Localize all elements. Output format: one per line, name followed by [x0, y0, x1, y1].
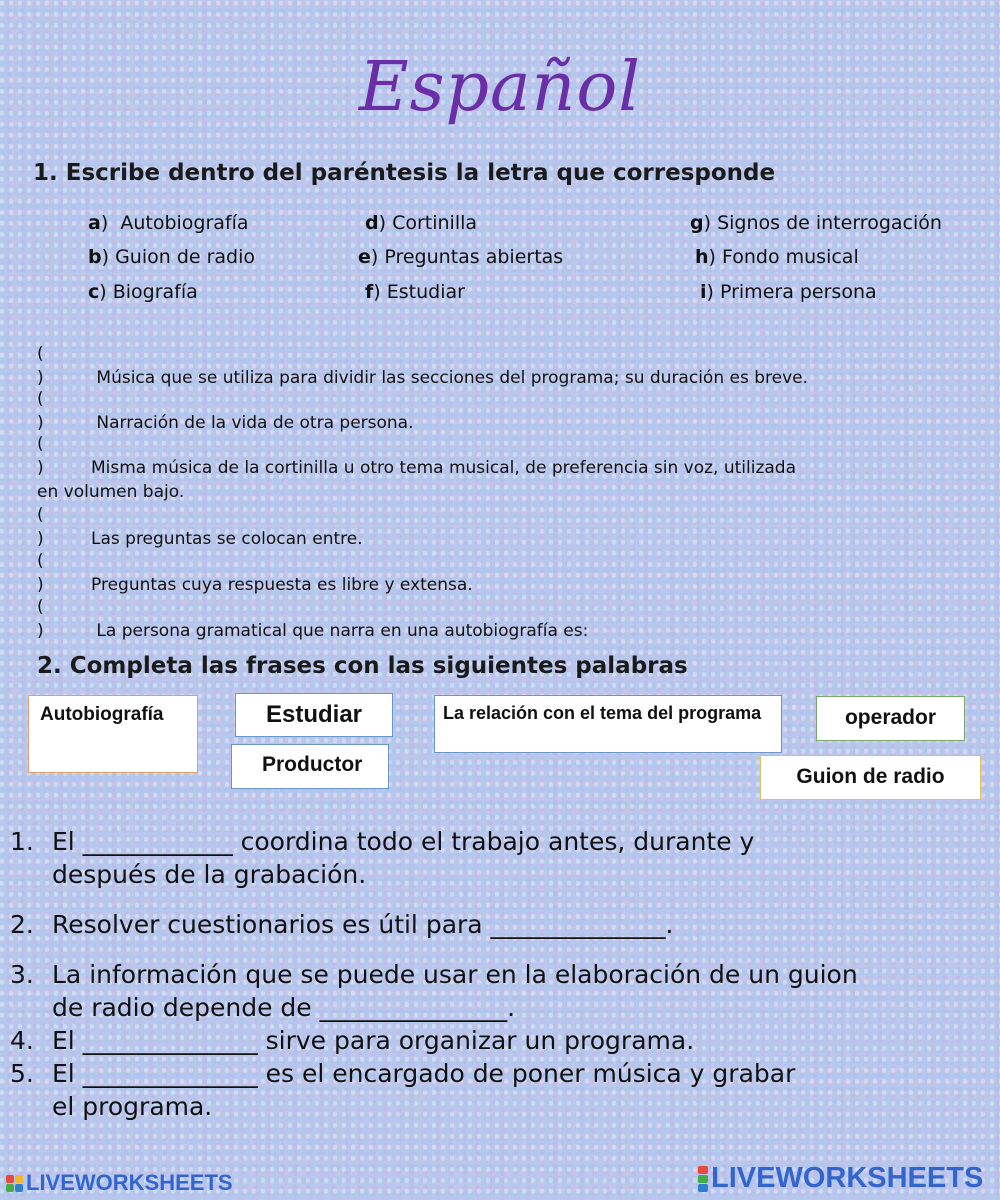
word-chip-guion[interactable]: Guion de radio — [760, 755, 981, 800]
word-chip-estudiar[interactable]: Estudiar — [235, 693, 393, 737]
option-text: Biografía — [112, 281, 198, 303]
sentence-number: 5. — [10, 1059, 34, 1088]
option-text: Autobiografía — [120, 212, 249, 234]
section1-heading: 1. Escribe dentro del paréntesis la letra que corresponde — [33, 160, 776, 186]
sentence-number: 2. — [10, 910, 34, 939]
option-letter: d — [365, 212, 379, 234]
item-text-continued: en volumen bajo. — [37, 482, 185, 502]
paren-close: ) — [37, 413, 44, 433]
option-d: d) Cortinilla — [365, 212, 478, 234]
sentence-text-continued: después de la grabación. — [52, 860, 367, 889]
item-text: Preguntas cuya respuesta es libre y extensa. — [91, 575, 473, 595]
item-text: Misma música de la cortinilla u otro tema musical, de preferencia sin voz, utilizada — [91, 458, 796, 478]
sentence-1 — [10, 825, 970, 891]
option-e: e) Preguntas abiertas — [358, 246, 564, 268]
logo-text: LIVEWORKSHEETS — [26, 1170, 233, 1195]
logo-icon — [698, 1166, 708, 1192]
sentence-text-continued: el programa. — [52, 1092, 213, 1121]
item-text: La persona gramatical que narra en una autobiografía es: — [96, 621, 589, 641]
option-letter: b — [88, 246, 102, 268]
paren-open: ( — [37, 597, 44, 617]
sentence-text-continued: de radio depende de _______________. — [52, 993, 516, 1022]
option-f: f) Estudiar — [365, 281, 465, 303]
sentence-number: 4. — [10, 1026, 34, 1055]
option-letter: h — [695, 246, 709, 268]
match-item-5 — [37, 549, 967, 597]
answer-blank[interactable] — [37, 387, 91, 435]
word-chip-operador[interactable]: operador — [816, 696, 965, 741]
paren-open: ( — [37, 551, 44, 571]
word-chip-productor[interactable]: Productor — [231, 744, 389, 789]
logo-icon — [6, 1175, 23, 1192]
paren-close: ) — [37, 575, 44, 595]
paren-close: ) — [37, 529, 44, 549]
section2-heading: 2. Completa las frases con las siguientes palabras — [37, 653, 688, 679]
option-text: Primera persona — [719, 281, 877, 303]
answer-blank[interactable] — [37, 432, 91, 480]
option-text: Estudiar — [386, 281, 465, 303]
logo-text: LIVEWORKSHEETS — [711, 1162, 984, 1194]
sentence-text: El ______________ es el encargado de poner música y grabar — [52, 1059, 796, 1088]
sentence-text: El ______________ sirve para organizar un programa. — [52, 1026, 695, 1055]
page-title: Español — [358, 48, 642, 127]
answer-blank[interactable] — [37, 503, 91, 551]
option-g: g) Signos de interrogación — [690, 212, 942, 234]
option-text: Guion de radio — [115, 246, 256, 268]
paren-close: ) — [37, 621, 44, 641]
sentence-2 — [10, 908, 970, 941]
option-h: h) Fondo musical — [695, 246, 859, 268]
paren-open: ( — [37, 344, 44, 364]
option-text: Fondo musical — [721, 246, 859, 268]
answer-blank[interactable] — [37, 342, 91, 390]
paren-open: ( — [37, 389, 44, 409]
match-item-1 — [37, 342, 967, 390]
option-text: Cortinilla — [392, 212, 478, 234]
sentence-text: Resolver cuestionarios es útil para ______________. — [52, 910, 674, 939]
paren-open: ( — [37, 505, 44, 525]
word-chip-autobiografia[interactable]: Autobiografía — [28, 695, 198, 773]
paren-close: ) — [37, 368, 44, 388]
match-item-3 — [37, 432, 967, 504]
option-text: Preguntas abiertas — [384, 246, 564, 268]
sentence-3 — [10, 958, 970, 1024]
option-letter: i — [700, 281, 707, 303]
option-letter: a — [88, 212, 101, 234]
option-letter: g — [690, 212, 704, 234]
match-item-6 — [37, 595, 967, 643]
option-c: c) Biografía — [88, 281, 198, 303]
answer-blank[interactable] — [37, 595, 91, 643]
option-a: a) Autobiografía — [88, 212, 249, 234]
match-item-4 — [37, 503, 967, 551]
sentence-number: 1. — [10, 827, 34, 856]
paren-open: ( — [37, 434, 44, 454]
paren-close: ) — [37, 458, 44, 478]
match-item-2 — [37, 387, 967, 435]
item-text: Música que se utiliza para dividir las secciones del programa; su duración es breve. — [96, 368, 809, 388]
item-text: Narración de la vida de otra persona. — [96, 413, 414, 433]
option-b: b) Guion de radio — [88, 246, 256, 268]
option-letter: e — [358, 246, 371, 268]
option-letter: c — [88, 281, 100, 303]
item-text: Las preguntas se colocan entre. — [91, 529, 363, 549]
sentence-5 — [10, 1057, 970, 1123]
answer-blank[interactable] — [37, 549, 91, 597]
option-text: Signos de interrogación — [717, 212, 942, 234]
sentence-4 — [10, 1024, 970, 1057]
liveworksheets-logo-right — [698, 1162, 983, 1195]
sentence-text: El ____________ coordina todo el trabajo antes, durante y — [52, 827, 755, 856]
word-chip-relacion[interactable]: La relación con el tema del programa — [434, 695, 782, 753]
liveworksheets-logo-left — [6, 1170, 233, 1196]
sentence-number: 3. — [10, 960, 34, 989]
option-letter: f — [365, 281, 374, 303]
sentence-text: La información que se puede usar en la elaboración de un guion — [52, 960, 858, 989]
option-i: i) Primera persona — [700, 281, 877, 303]
